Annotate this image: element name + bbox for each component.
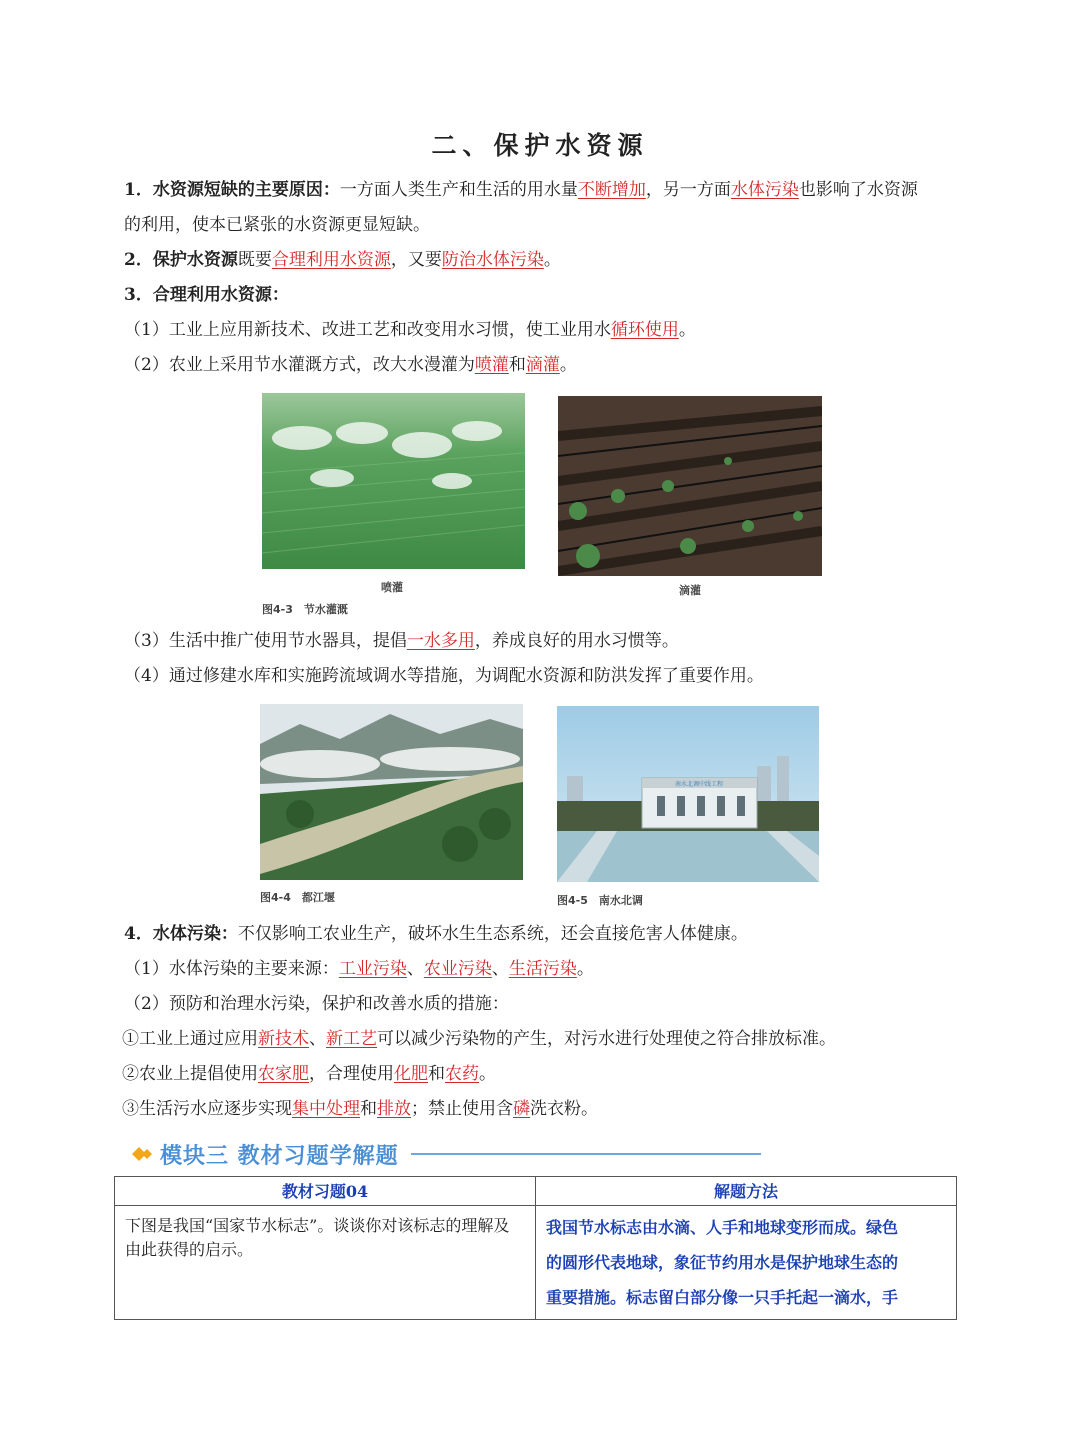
text: ，另一方面 bbox=[645, 180, 731, 200]
text: ，合理使用 bbox=[309, 1064, 394, 1084]
table-row bbox=[115, 1206, 957, 1320]
module-rule bbox=[411, 1153, 761, 1155]
text: 和 bbox=[428, 1064, 445, 1084]
answer-discharge: 排放 bbox=[377, 1099, 411, 1119]
answer-phosphorus: 磷 bbox=[513, 1099, 530, 1119]
drip-irrigation-photo bbox=[558, 396, 822, 576]
text: 。 bbox=[678, 320, 696, 340]
question-cell: 下图是我国“国家节水标志”。谈谈你对该标志的理解及由此获得的启示。 bbox=[115, 1206, 536, 1320]
measure-agriculture bbox=[122, 1063, 496, 1085]
measure-domestic bbox=[122, 1098, 598, 1120]
text: 。 bbox=[559, 355, 577, 375]
figure-4-5-caption: 图4-5 南水北调 bbox=[557, 894, 643, 907]
text: 、 bbox=[406, 959, 424, 979]
module-header bbox=[130, 1138, 761, 1170]
text: ；禁止使用含 bbox=[411, 1099, 513, 1119]
caption-drip: 滴灌 bbox=[679, 584, 701, 597]
text: 。 bbox=[576, 959, 594, 979]
measures-line: （2）预防和治理水污染，保护和改善水质的措施： bbox=[124, 994, 509, 1014]
protect-label: 2．保护水资源 bbox=[124, 250, 238, 270]
text: 可以减少污染物的产生，对污水进行处理使之符合排放标准。 bbox=[377, 1029, 836, 1049]
answer-spray: 喷灌 bbox=[474, 355, 509, 375]
text: 、 bbox=[491, 959, 509, 979]
text: 既要 bbox=[237, 250, 272, 270]
reason-line-1 bbox=[124, 179, 918, 201]
rational-use-heading: 3．合理利用水资源： bbox=[124, 285, 289, 305]
text: 和 bbox=[508, 355, 526, 375]
answer-fertilizer: 化肥 bbox=[394, 1064, 428, 1084]
protect-line bbox=[124, 249, 561, 271]
agriculture-line bbox=[124, 354, 577, 376]
answer-line-2: 的圆形代表地球，象征节约用水是保护地球生态的 bbox=[546, 1253, 899, 1272]
text: ③生活污水应逐步实现 bbox=[122, 1099, 292, 1119]
answer-drip: 滴灌 bbox=[525, 355, 560, 375]
text: ①工业上通过应用 bbox=[122, 1029, 258, 1049]
text: 也影响了水资源 bbox=[798, 180, 918, 200]
caption-sprinkler: 喷灌 bbox=[381, 581, 403, 594]
answer-new-tech: 新技术 bbox=[258, 1029, 309, 1049]
sprinkler-irrigation-photo bbox=[262, 393, 525, 569]
figure-4-3-caption: 图4-3 节水灌溉 bbox=[262, 603, 348, 616]
answer-line-3: 重要措施。标志留白部分像一只手托起一滴水，手 bbox=[546, 1288, 899, 1307]
text: 。 bbox=[543, 250, 561, 270]
pollution-line bbox=[124, 923, 748, 945]
text: 一方面人类生产和生活的用水量 bbox=[339, 180, 578, 200]
section-title: 二、保护水资源 bbox=[431, 131, 649, 160]
exercise-table bbox=[114, 1176, 957, 1320]
answer-line-1: 我国节水标志由水滴、人手和地球变形而成。绿色 bbox=[546, 1218, 899, 1237]
industry-line bbox=[124, 319, 696, 341]
answer-industrial: 工业污染 bbox=[338, 959, 407, 979]
daily-life-line bbox=[124, 630, 679, 652]
answer-prevent-pollution: 防治水体污染 bbox=[441, 250, 544, 270]
text: （2）农业上采用节水灌溉方式，改大水漫灌为 bbox=[124, 355, 475, 375]
text: 不仅影响工农业生产，破坏水生生态系统，还会直接危害人体健康。 bbox=[237, 924, 748, 944]
text: ，养成良好的用水习惯等。 bbox=[474, 631, 679, 651]
header-exercise: 教材习题04 bbox=[115, 1177, 536, 1206]
answer-domestic: 生活污染 bbox=[508, 959, 577, 979]
text: （1）工业上应用新技术、改进工艺和改变用水习惯，使工业用水 bbox=[124, 320, 611, 340]
answer-pesticide: 农药 bbox=[445, 1064, 479, 1084]
answer-new-process: 新工艺 bbox=[326, 1029, 377, 1049]
south-north-water-photo bbox=[557, 706, 819, 882]
text: 洗衣粉。 bbox=[530, 1099, 598, 1119]
measure-industry bbox=[122, 1028, 836, 1050]
text: ②农业上提倡使用 bbox=[122, 1064, 258, 1084]
answer-multi-use: 一水多用 bbox=[406, 631, 475, 651]
answer-rational-use: 合理利用水资源 bbox=[271, 250, 391, 270]
header-method: 解题方法 bbox=[536, 1177, 957, 1206]
answer-cell bbox=[536, 1206, 957, 1320]
answer-agricultural: 农业污染 bbox=[423, 959, 492, 979]
answer-centralized: 集中处理 bbox=[292, 1099, 360, 1119]
answer-increase: 不断增加 bbox=[577, 180, 646, 200]
reservoir-line: （4）通过修建水库和实施跨流域调水等措施，为调配水资源和防洪发挥了重要作用。 bbox=[124, 666, 764, 686]
answer-recycle: 循环使用 bbox=[610, 320, 679, 340]
reason-label: 1．水资源短缺的主要原因： bbox=[124, 180, 340, 200]
answer-pollution: 水体污染 bbox=[730, 180, 799, 200]
pollution-label: 4．水体污染： bbox=[124, 924, 238, 944]
answer-manure: 农家肥 bbox=[258, 1064, 309, 1084]
text: （1）水体污染的主要来源： bbox=[124, 959, 339, 979]
figure-4-4-caption: 图4-4 都江堰 bbox=[260, 891, 335, 904]
table-header-row bbox=[115, 1177, 957, 1206]
text: （3）生活中推广使用节水器具，提倡 bbox=[124, 631, 407, 651]
dujiangyan-photo bbox=[260, 704, 523, 880]
reason-line-2: 的利用，使本已紧张的水资源更显短缺。 bbox=[124, 215, 430, 235]
module-title: 模块三 教材习题学解题 bbox=[160, 1143, 399, 1169]
pollution-sources-line bbox=[124, 958, 594, 980]
diamond-arrow-icon bbox=[130, 1144, 154, 1164]
canal-sign: 南水北调中线工程 bbox=[674, 781, 724, 788]
text: ，又要 bbox=[390, 250, 442, 270]
text: 、 bbox=[309, 1029, 326, 1049]
text: 和 bbox=[360, 1099, 377, 1119]
text: 。 bbox=[479, 1064, 496, 1084]
